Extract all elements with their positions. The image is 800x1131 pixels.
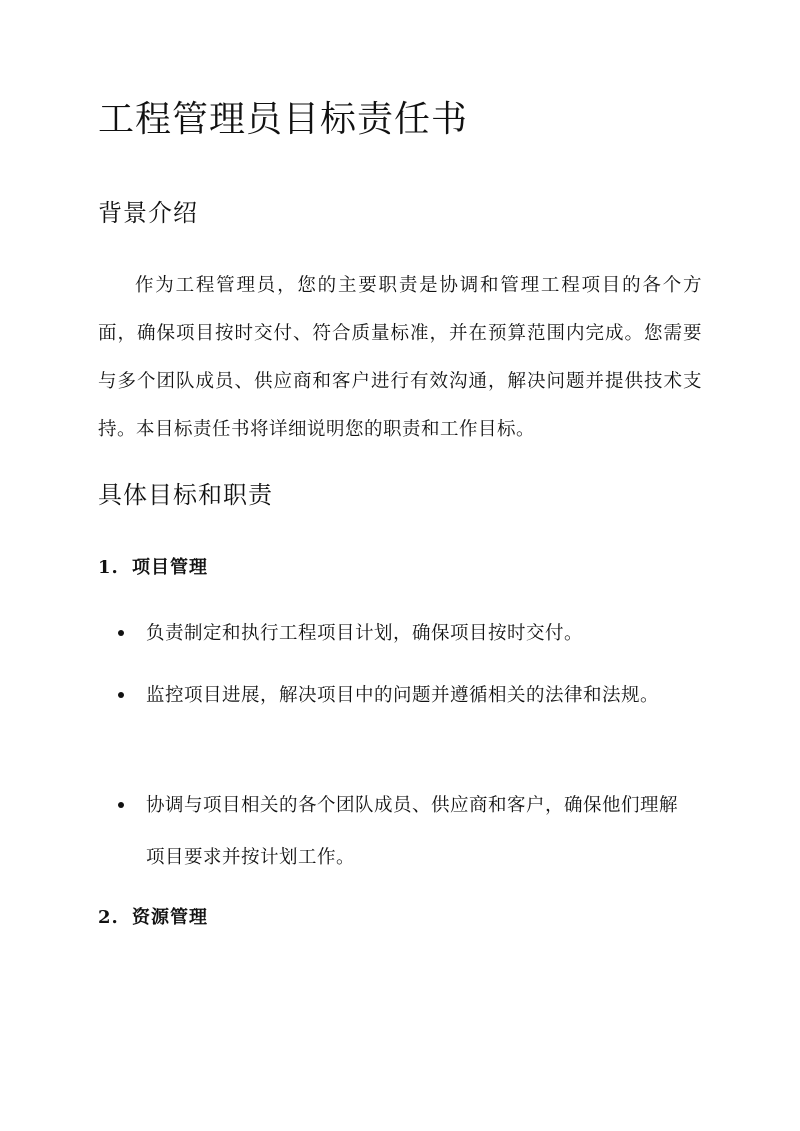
document-title: 工程管理员目标责任书 bbox=[98, 99, 469, 140]
section-heading-background: 背景介绍 bbox=[98, 199, 198, 227]
background-paragraph: 作为工程管理员，您的主要职责是协调和管理工程项目的各个方面，确保项目按时交付、符合质量标准，并在预算范围内完成。您需要与多个团队成员、供应商和客户进行有效沟通，解决问题并提供技术支持。本目标责任书将详细说明您的职责和工作目标。 bbox=[98, 275, 702, 440]
list-item-text: 负责制定和执行工程项目计划，确保项目按时交付。 bbox=[146, 623, 584, 644]
bullet-dot-icon bbox=[118, 630, 124, 636]
list-item bbox=[118, 608, 688, 660]
list-item-text: 监控项目进展，解决项目中的问题并遵循相关的法律和法规。 bbox=[146, 685, 660, 706]
section-heading-goals: 具体目标和职责 bbox=[98, 481, 273, 509]
bullet-dot-icon bbox=[118, 802, 124, 808]
bullet-dot-icon bbox=[118, 692, 124, 698]
subsection-number: 2. bbox=[98, 907, 119, 928]
list-item bbox=[118, 780, 688, 884]
subsection-title: 资源管理 bbox=[132, 907, 208, 928]
subsection-heading-project-management bbox=[98, 554, 208, 582]
subsection-title: 项目管理 bbox=[132, 557, 208, 578]
list-item-text: 协调与项目相关的各个团队成员、供应商和客户，确保他们理解项目要求并按计划工作。 bbox=[146, 795, 679, 868]
subsection-number: 1. bbox=[98, 557, 119, 578]
subsection-heading-resource-management bbox=[98, 904, 208, 932]
list-item bbox=[118, 670, 688, 722]
